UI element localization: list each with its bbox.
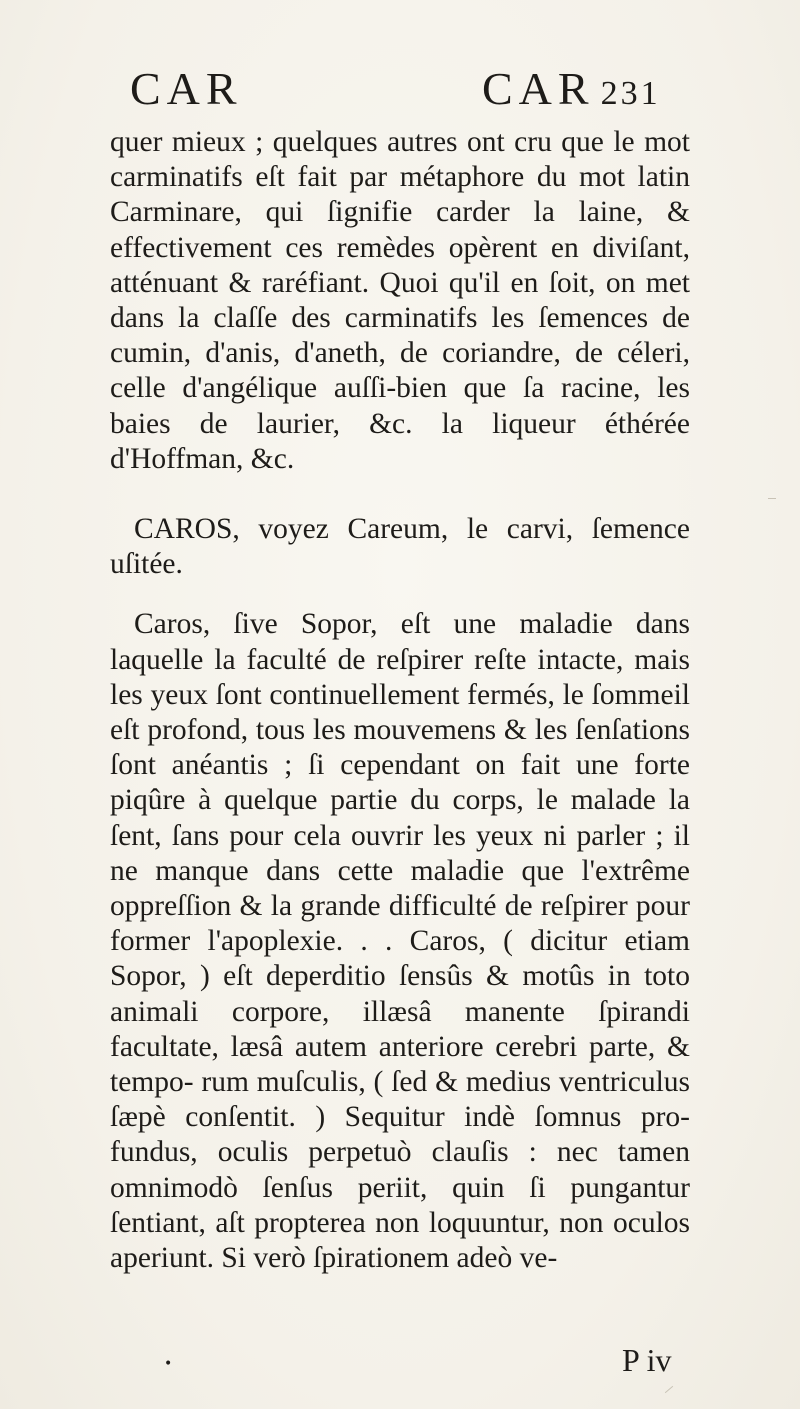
paragraph-caros-sopor: Caros, ſive Sopor, eſt une maladie dans laquelle la faculté de reſpirer reſte intacte, mais les yeux ſont continuellement fermés, le ſommeil eſt profond, tous les mouvemens & les ſenſations ſont anéantis ; ſi cependant on fait une forte piqûre à quelque partie du corps, le malade la ſent, ſans pour cela ouvrir les yeux ni parler ; il ne manque dans cette maladie que l'extrême oppreſſion & la grande difficulté de reſpirer pour former l'apoplexie. . . Caros, ( dicitur etiam Sopor, ) eſt deperditio ſensûs & motûs in toto animali corpore, illæsâ manente ſpirandi facultate, læsâ autem anteriore cerebri parte, & tempo- rum muſculis, ( ſed & medius ventriculus ſæpè conſentit. ) Sequitur indè ſomnus pro- fundus, oculis perpetuò clauſis : nec tamen omnimodò ſenſus periit, quin ſi pungantur ſentiant, aſt propterea non loquuntur, non oculos aperiunt. Si verò ſpirationem adeò ve- [110, 608, 690, 1275]
paper-speck [768, 498, 776, 499]
header-right [482, 62, 661, 115]
body-text [110, 125, 690, 1276]
header-left-word: CAR [130, 63, 243, 114]
printer-mark: • [164, 1356, 173, 1372]
signature-mark: P iv [622, 1342, 672, 1378]
page-number: 231 [600, 75, 661, 112]
header-right-word: CAR [482, 63, 595, 114]
paragraph-caros-careum: CAROS, voyez Careum, le carvi, ſemence uſitée. [110, 513, 690, 581]
paragraph-carminatifs: quer mieux ; quelques autres ont cru que le mot carminatifs eſt fait par métaphore du mot latin Carminare, qui ſignifie carder la laine, & effectivement ces remèdes opèrent en diviſant, atténuant & raréfiant. Quoi qu'il en ſoit, on met dans la claſſe des carminatifs les ſemences de cumin, d'anis, d'aneth, de coriandre, de céleri, celle d'angélique auſſi-bien que ſa racine, les baies de laurier, &c. la liqueur éthérée d'Hoffman, &c. [110, 126, 690, 475]
running-header [130, 62, 690, 112]
paper-speck [665, 1386, 673, 1393]
